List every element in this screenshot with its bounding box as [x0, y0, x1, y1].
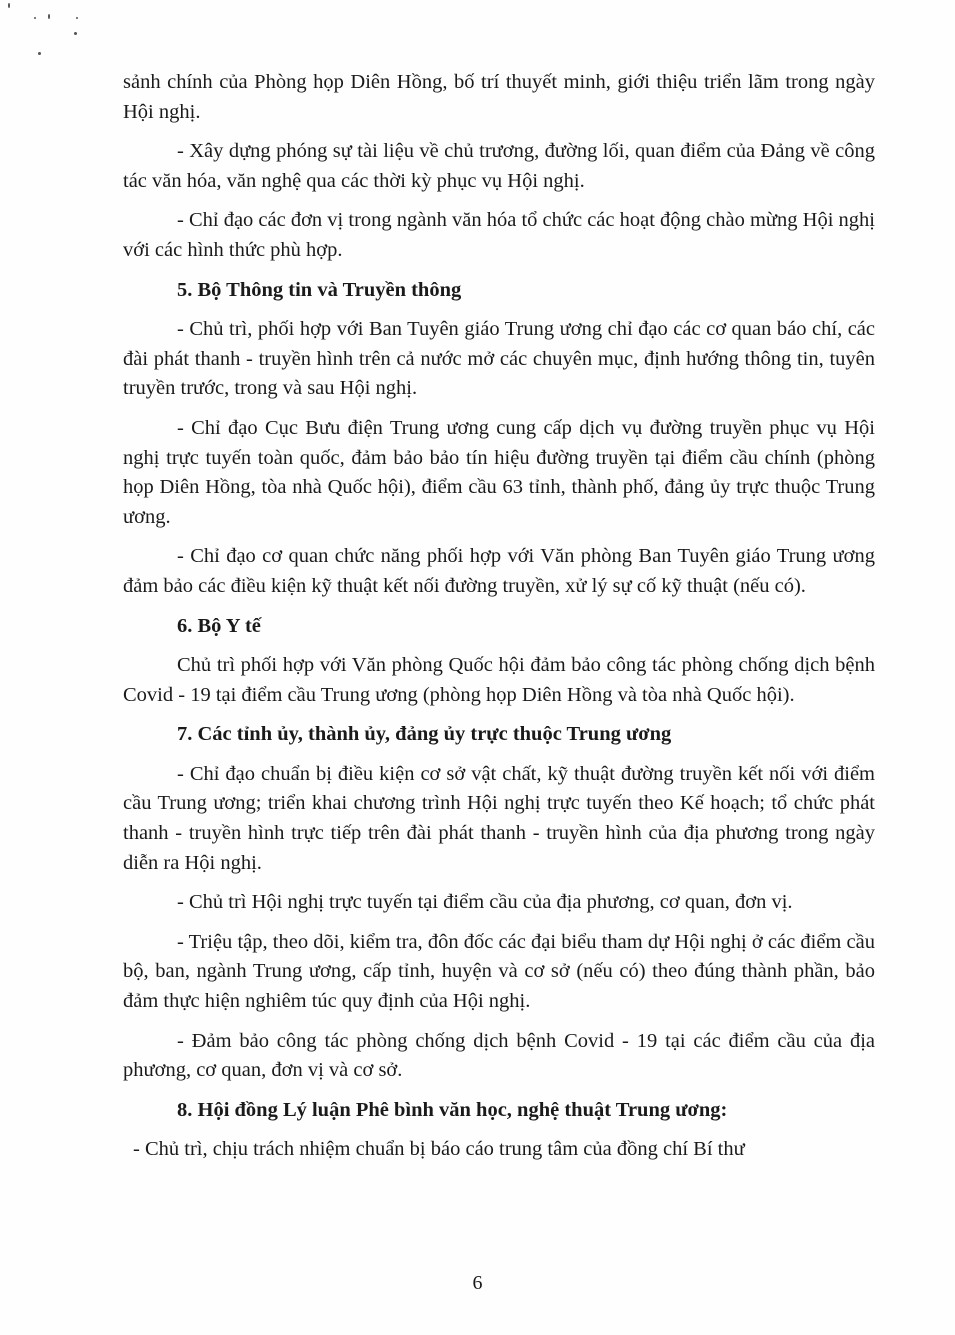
bullet-paragraph: - Chỉ đạo Cục Bưu điện Trung ương cung cấp dịch vụ đường truyền phục vụ Hội nghị trực tuyến toàn quốc, đảm bảo bảo tín hiệu đường truyền tại điểm cầu chính (phòng họp Diên Hồng, tòa nhà Quốc hội), điểm cầu 63 tỉnh, thành phố, đảng ủy trực thuộc Trung ương.	[123, 416, 875, 528]
section-heading-6: 6. Bộ Y tế	[177, 614, 261, 637]
bullet-paragraph: - Chỉ đạo cơ quan chức năng phối hợp với Văn phòng Ban Tuyên giáo Trung ương đảm bảo các điều kiện kỹ thuật kết nối đường truyền, xử lý sự cố kỹ thuật (nếu có).	[123, 545, 875, 597]
section-heading-5: 5. Bộ Thông tin và Truyền thông	[177, 278, 462, 301]
scan-speck	[74, 32, 77, 35]
bullet-paragraph: - Chủ trì, chịu trách nhiệm chuẩn bị báo cáo trung tâm của đồng chí Bí thư	[133, 1138, 745, 1161]
section-heading-8: 8. Hội đồng Lý luận Phê bình văn học, nghệ thuật Trung ương:	[177, 1098, 728, 1121]
bullet-paragraph: - Chỉ đạo chuẩn bị điều kiện cơ sở vật chất, kỹ thuật đường truyền kết nối với điểm cầu Trung ương; triển khai chương trình Hội nghị trực tuyến theo Kế hoạch; tổ chức phát thanh - truyền hình trực tiếp trên đài phát thanh - truyền hình của địa phương trong ngày diễn ra Hội nghị.	[123, 762, 875, 874]
bullet-paragraph: - Xây dựng phóng sự tài liệu về chủ trương, đường lối, quan điểm của Đảng về công tác văn hóa, văn nghệ qua các thời kỳ phục vụ Hội nghị.	[123, 140, 875, 192]
scan-speck	[8, 3, 10, 8]
bullet-paragraph: - Chủ trì, phối hợp với Ban Tuyên giáo Trung ương chỉ đạo các cơ quan báo chí, các đài phát thanh - truyền hình trên cả nước mở các chuyên mục, định hướng thông tin, tuyên truyền trước, trong và sau Hội nghị.	[123, 318, 875, 400]
bullet-paragraph: - Chủ trì Hội nghị trực tuyến tại điểm cầu của địa phương, cơ quan, đơn vị.	[177, 891, 793, 914]
paragraph-continuation: sảnh chính của Phòng họp Diên Hồng, bố trí thuyết minh, giới thiệu triển lãm trong ngày Hội nghị.	[123, 71, 875, 123]
bullet-paragraph: - Triệu tập, theo dõi, kiểm tra, đôn đốc các đại biểu tham dự Hội nghị ở các điểm cầu bộ, ban, ngành Trung ương, cấp tỉnh, huyện và cơ sở (nếu có) theo đúng thành phần, bảo đảm thực hiện nghiêm túc quy định của Hội nghị.	[123, 930, 875, 1013]
bullet-paragraph: - Chỉ đạo các đơn vị trong ngành văn hóa tổ chức các hoạt động chào mừng Hội nghị với các hình thức phù hợp.	[123, 209, 875, 261]
scan-speck	[38, 52, 41, 55]
section-heading-7: 7. Các tỉnh ủy, thành ủy, đảng ủy trực thuộc Trung ương	[177, 723, 672, 746]
document-body	[123, 68, 875, 1165]
bullet-paragraph: - Đảm bảo công tác phòng chống dịch bệnh Covid - 19 tại các điểm cầu của địa phương, cơ quan, đơn vị và cơ sở.	[123, 1029, 875, 1082]
scan-speck	[48, 14, 50, 19]
scan-speck	[34, 17, 36, 19]
page-number: 6	[472, 1272, 483, 1294]
scan-speck	[76, 17, 78, 19]
body-paragraph: Chủ trì phối hợp với Văn phòng Quốc hội đảm bảo công tác phòng chống dịch bệnh Covid - 19 tại điểm cầu Trung ương (phòng họp Diên Hồng và tòa nhà Quốc hội).	[123, 654, 875, 706]
